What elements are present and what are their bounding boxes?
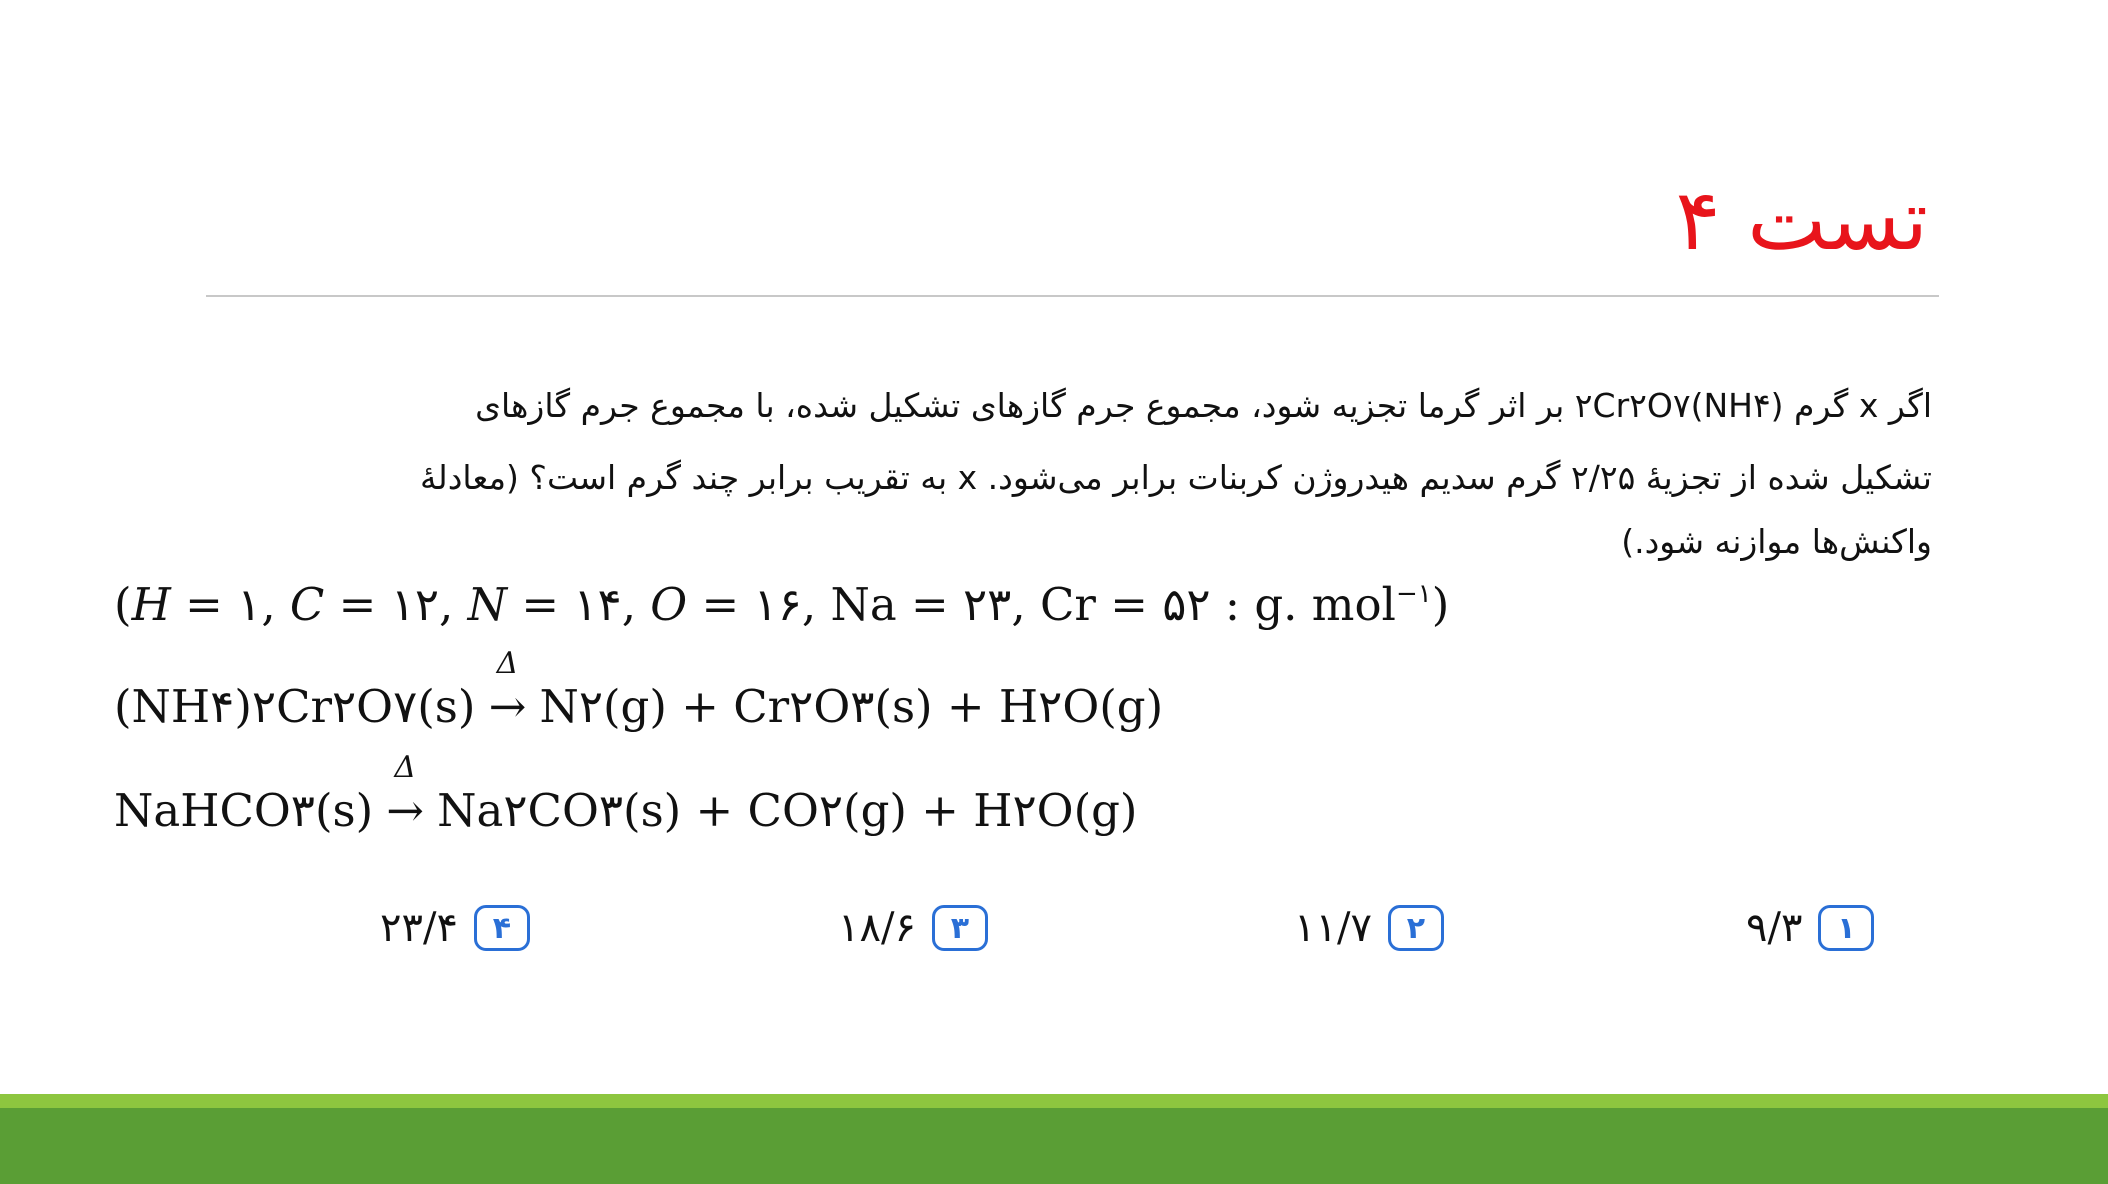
mass-cr: ۵۲ xyxy=(1162,578,1211,631)
title-divider xyxy=(206,295,1939,297)
question-text xyxy=(162,370,1932,570)
mass-c: ۱۲ xyxy=(390,578,440,631)
mass-h: ۱ xyxy=(237,578,262,631)
option-2-value: ۱۱/۷ xyxy=(1294,905,1372,951)
question-line-1: اگر x گرم (NH۴)۲Cr۲O۷ بر اثر گرما تجزیه شود، مجموع جرم گازهای تشکیل شده، با مجموع جرم گازهای xyxy=(475,386,1932,425)
reaction-2-products: Na۲CO۳(s) + CO۲(g) + H۲O(g) xyxy=(437,784,1138,837)
footer-band xyxy=(0,1108,2108,1184)
delta-symbol: Δ xyxy=(394,750,416,785)
option-4[interactable] xyxy=(380,905,530,951)
reaction-2-arrow: Δ → xyxy=(381,784,429,837)
mass-o: ۱۶ xyxy=(753,578,802,631)
footer-stripe-light xyxy=(0,1094,2108,1108)
option-1-value: ۹/۳ xyxy=(1746,905,1803,951)
delta-symbol: Δ xyxy=(496,646,519,681)
question-line-2: تشکیل شده از تجزیهٔ ۲/۲۵ گرم سدیم هیدروژن کربنات برابر می‌شود. x به تقریب برابر چند گرم است؟ (معادلهٔ xyxy=(419,458,1932,497)
answer-options xyxy=(0,905,2108,965)
mass-n: ۱۴ xyxy=(573,578,622,631)
reaction-1-arrow: Δ → xyxy=(483,680,531,733)
mass-na: ۲۳ xyxy=(963,578,1012,631)
slide-title: تست ۴ xyxy=(1675,171,1928,269)
mass-unit-exponent: −۱ xyxy=(1395,579,1432,609)
mass-unit: g. mol xyxy=(1254,578,1396,631)
option-4-value: ۲۳/۴ xyxy=(380,905,458,951)
reaction-1 xyxy=(114,646,1164,733)
reaction-2-reactant: NaHCO۳(s) xyxy=(114,784,374,837)
reaction-1-reactant: (NH۴)۲Cr۲O۷(s) xyxy=(114,680,476,733)
option-3-badge: ۳ xyxy=(932,905,988,951)
option-4-badge: ۴ xyxy=(474,905,530,951)
atomic-masses: (H = ۱, C = ۱۲, N = ۱۴, O = ۱۶, Na = ۲۳, Cr = ۵۲ : g. mol$^{-۱}$) xyxy=(114,578,1450,631)
option-2[interactable] xyxy=(1294,905,1444,951)
option-2-badge: ۲ xyxy=(1388,905,1444,951)
option-3[interactable] xyxy=(838,905,988,951)
option-1-badge: ۱ xyxy=(1818,905,1874,951)
option-1[interactable] xyxy=(1746,905,1874,951)
reaction-2 xyxy=(114,750,1138,837)
reaction-1-products: N۲(g) + Cr۲O۳(s) + H۲O(g) xyxy=(539,680,1164,733)
question-line-3: واکنش‌ها موازنه شود.) xyxy=(1621,522,1932,561)
option-3-value: ۱۸/۶ xyxy=(838,905,916,951)
